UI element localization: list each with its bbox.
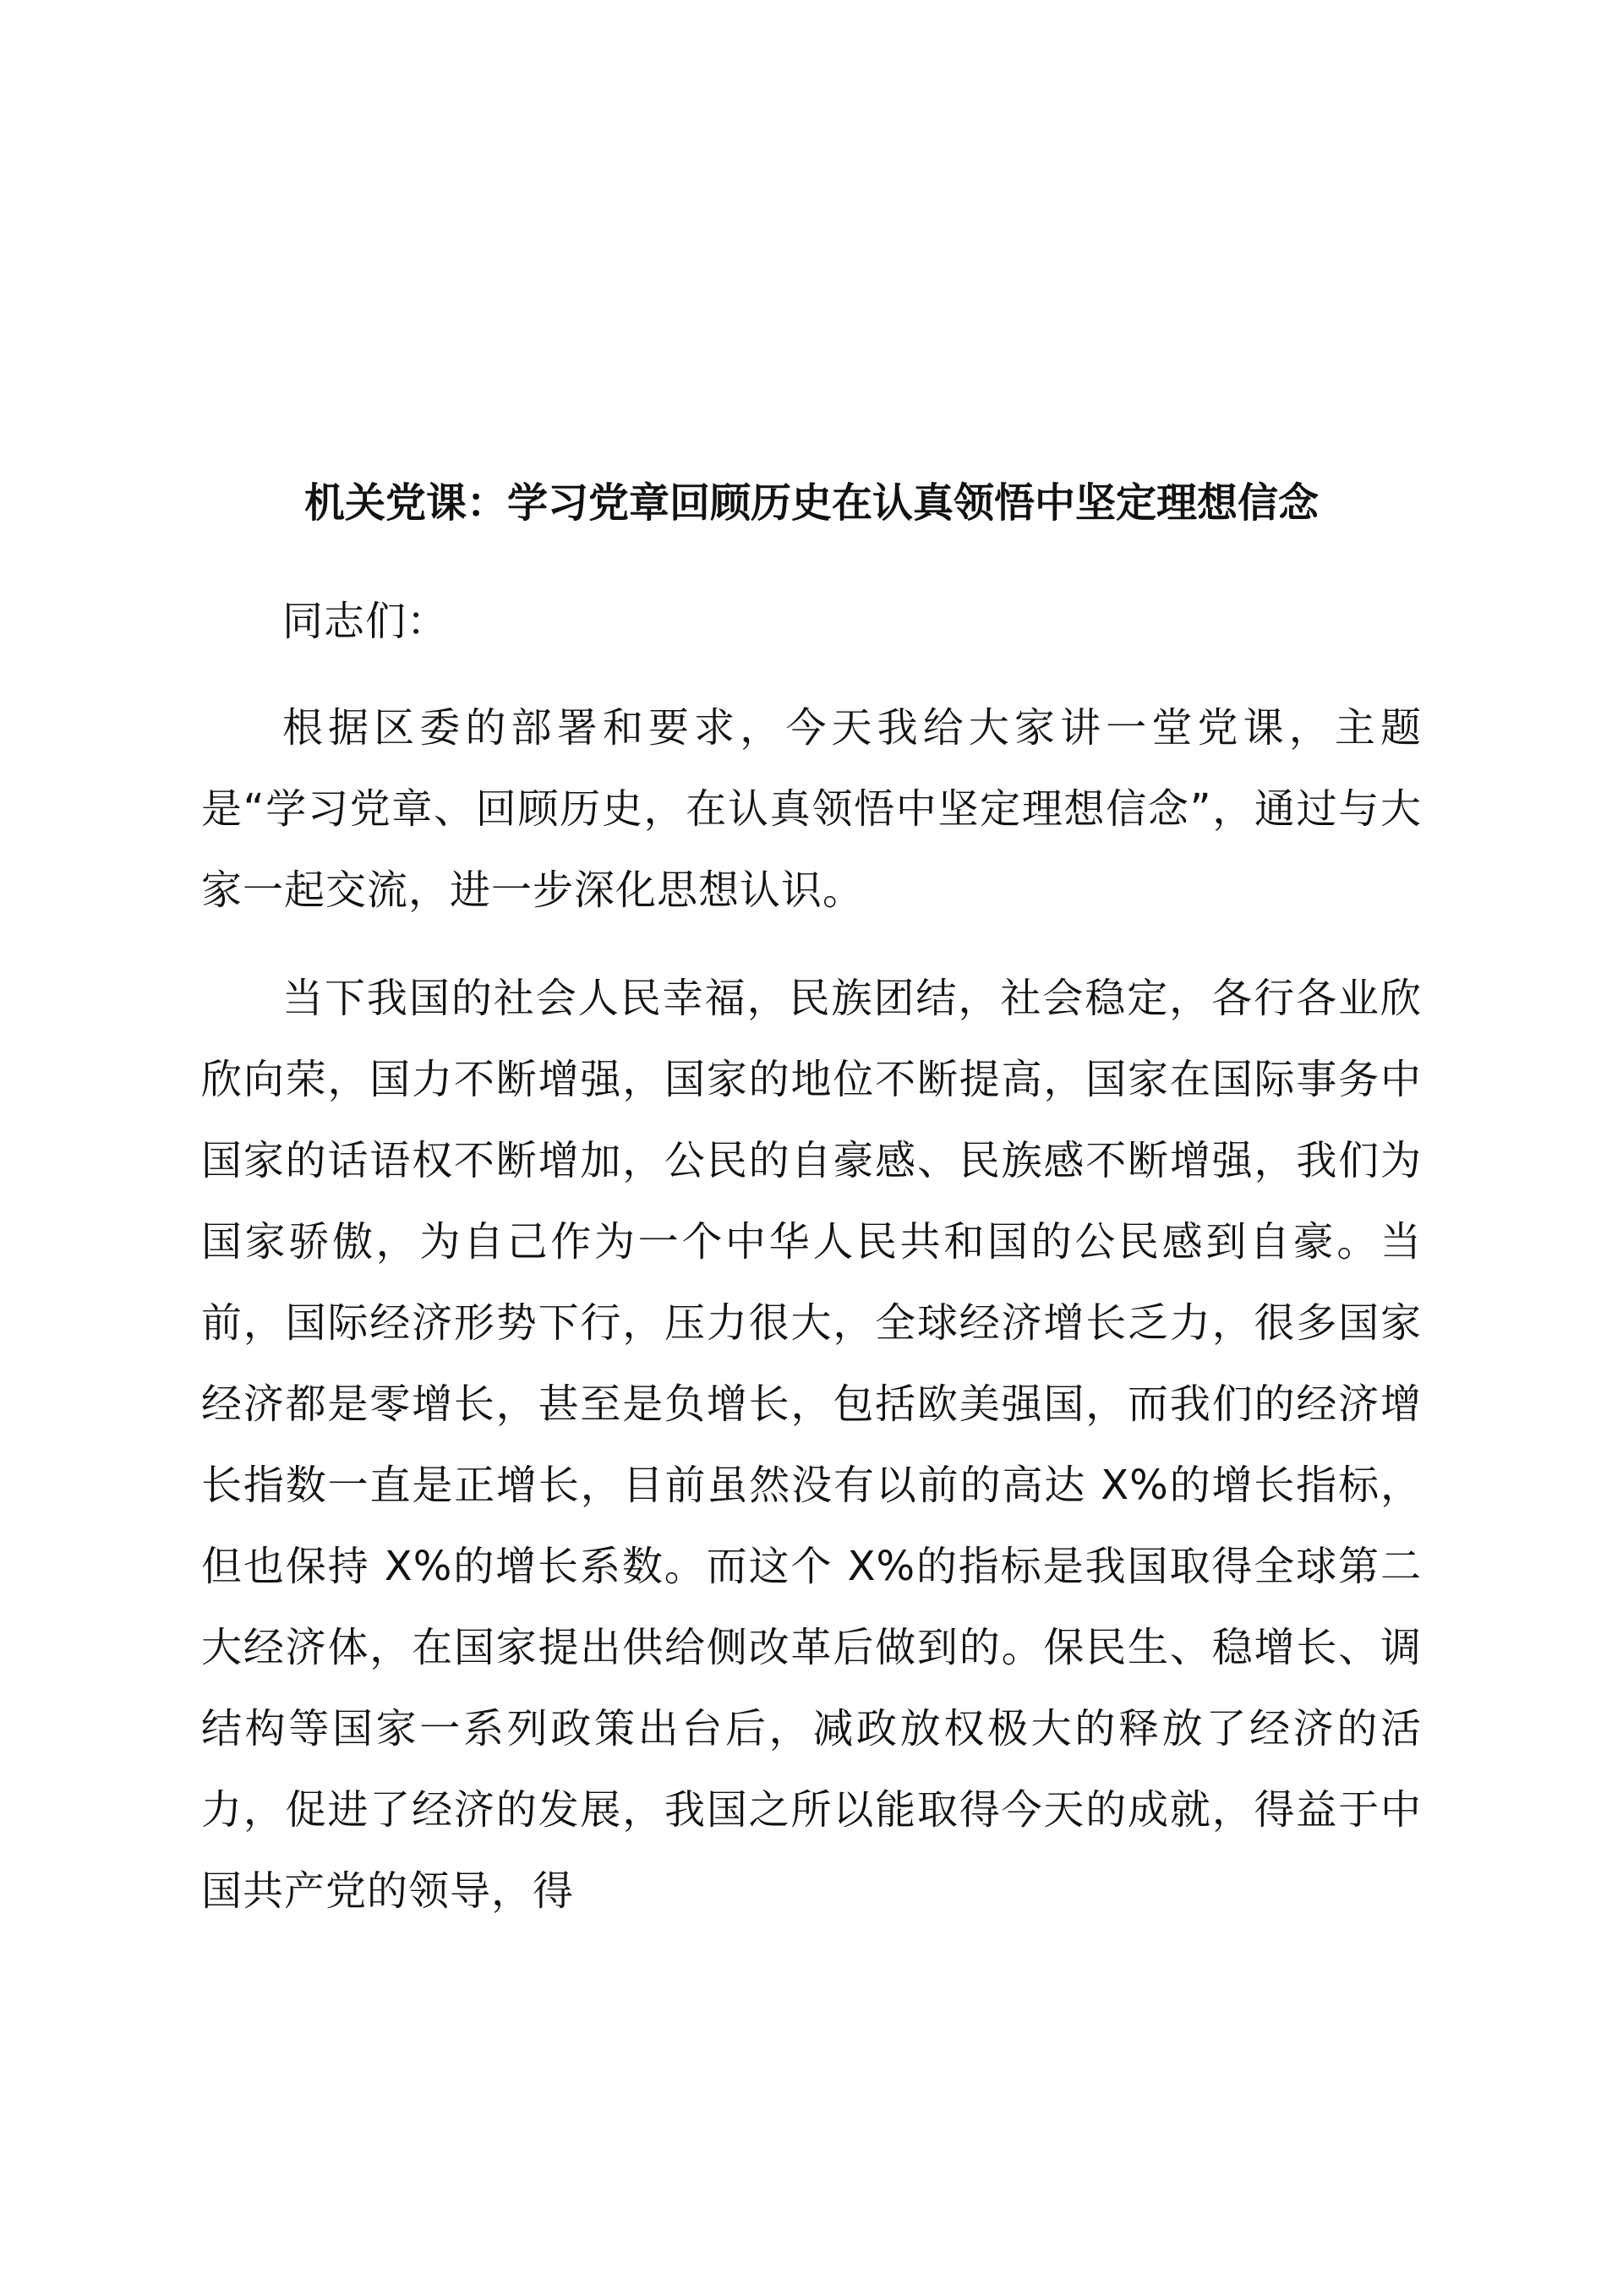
paragraph-2: 当下我国的社会人民幸福，民族团结，社会稳定，各行各业欣欣向荣，国力不断增强，国家的地位不断提高，国家在国际事务中国家的话语权不断增加，公民的自豪感、民族感不断增强，我们为国家骄傲，为自己作为一个中华人民共和国的公民感到自豪。当前，国际经济形势下行，压力很大，全球经济增长乏力，很多国家经济都是零增长，甚至是负增长，包括欧美强国，而我们的经济增长指数一直是正增长，目前虽然没有以前的高达 X%的增长指标，但也保持 X%的增长系数。而这个 X%的指标是我国取得全球第二大经济体，在国家提出供给侧改革后做到的。保民生、稳增长、调结构等国家一系列政策出台后，减政放权极大的释放了经济的活力，促进了经济的发展，我国之所以能取得今天的成就，得益于中国共产党的领导，得 [201,975,1422,1915]
paragraph-1: 根据区委的部署和要求，今天我给大家讲一堂党课，主题是“学习党章、回顾历史，在认真领悟中坚定理想信念”，通过与大家一起交流，进一步深化思想认识。 [201,704,1422,914]
document-title: 机关党课：学习党章回顾历史在认真领悟中坚定理想信念 [303,479,1319,527]
salutation: 同志们： [282,598,449,645]
document-body [201,469,1422,1959]
